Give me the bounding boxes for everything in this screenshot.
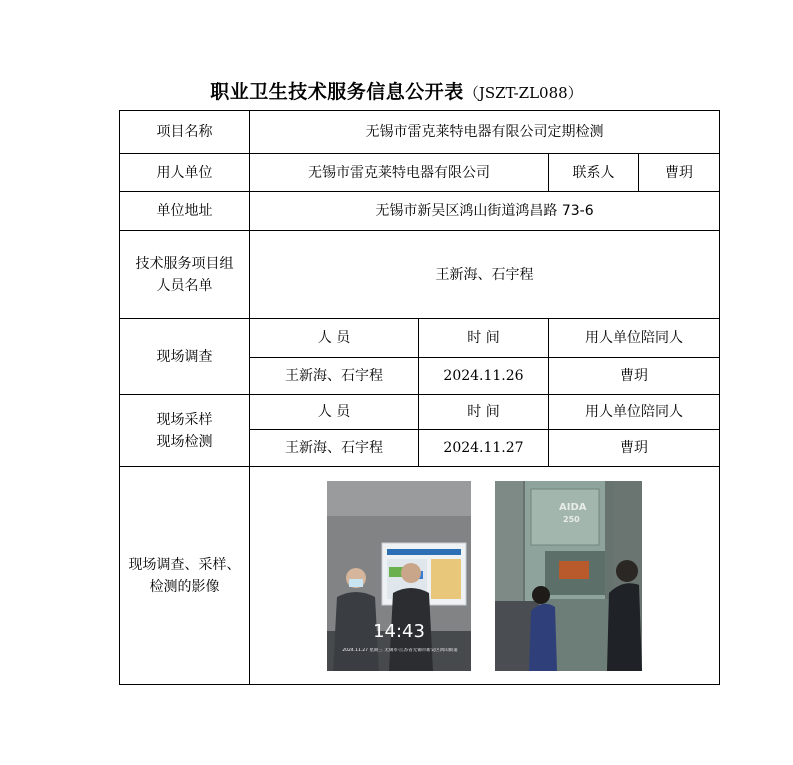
sampling-label-line2: 现场检测: [156, 433, 213, 450]
machine-model: 250: [563, 514, 580, 524]
employer-value: 无锡市雷克莱特电器有限公司: [250, 154, 549, 192]
team-label-line2: 人员名单: [156, 277, 213, 294]
page-title: [0, 77, 793, 104]
images-label-line1: 现场调查、采样、: [128, 556, 241, 573]
info-table: [119, 110, 720, 685]
row-address: [120, 192, 720, 231]
sampling-label-line1: 现场采样: [156, 411, 213, 428]
row-project: [120, 111, 720, 154]
contact-value: 曹玥: [639, 154, 720, 192]
sampling-date: 2024.11.27: [419, 430, 549, 467]
contact-label: 联系人: [549, 154, 639, 192]
row-images: [120, 467, 720, 685]
sampling-header-time: 时 间: [419, 395, 549, 430]
photo-caption-overlay: 2024.11.27 星期三 无锡市·江苏省无锡市新吴区鸿山街道: [342, 647, 458, 653]
sampling-header-personnel: 人 员: [250, 395, 419, 430]
address-label: 单位地址: [120, 192, 250, 231]
sampling-photo: [495, 481, 642, 671]
images-cell: [250, 467, 720, 685]
row-sampling-header: [120, 395, 720, 430]
title-code: （JSZT-ZL088）: [463, 84, 583, 102]
survey-photo: [327, 481, 471, 671]
sampling-escort: 曹玥: [549, 430, 720, 467]
survey-escort: 曹玥: [549, 358, 720, 395]
sampling-label: [120, 395, 250, 467]
sampling-header-escort: 用人单位陪同人: [549, 395, 720, 430]
team-value: 王新海、石宇程: [250, 231, 720, 319]
survey-header-time: 时 间: [419, 319, 549, 358]
survey-header-escort: 用人单位陪同人: [549, 319, 720, 358]
photo-gallery: [250, 481, 719, 671]
images-label-line2: 检测的影像: [149, 578, 220, 595]
machine-brand: AIDA: [559, 501, 587, 513]
team-label: [120, 231, 250, 319]
sampling-personnel: 王新海、石宇程: [250, 430, 419, 467]
address-value: 无锡市新吴区鸿山街道鸿昌路 73-6: [250, 192, 720, 231]
title-main: 职业卫生技术服务信息公开表: [210, 81, 464, 103]
photo-time-overlay: 14:43: [373, 620, 425, 642]
project-label: 项目名称: [120, 111, 250, 154]
team-label-line1: 技术服务项目组: [135, 255, 234, 272]
project-value: 无锡市雷克莱特电器有限公司定期检测: [250, 111, 720, 154]
survey-personnel: 王新海、石宇程: [250, 358, 419, 395]
survey-header-personnel: 人 员: [250, 319, 419, 358]
employer-label: 用人单位: [120, 154, 250, 192]
survey-date: 2024.11.26: [419, 358, 549, 395]
row-employer: [120, 154, 720, 192]
survey-label: 现场调查: [120, 319, 250, 395]
row-survey-header: [120, 319, 720, 358]
images-label: [120, 467, 250, 685]
row-team: [120, 231, 720, 319]
